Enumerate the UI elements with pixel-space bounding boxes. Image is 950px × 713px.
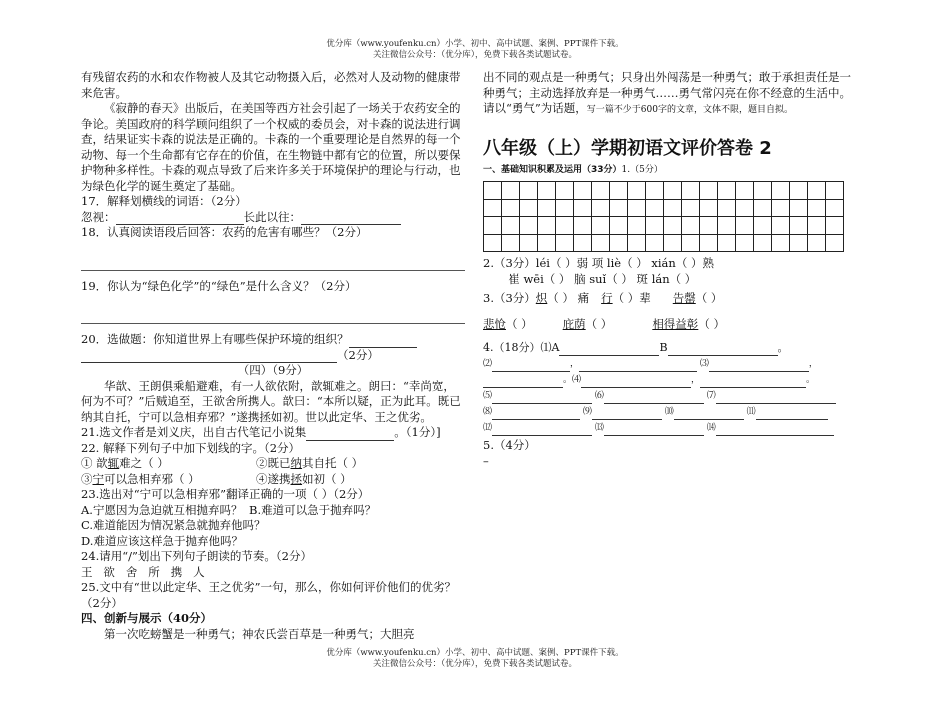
section-create-heading: 四、创新与展示（40分） — [81, 611, 213, 625]
grid-cell[interactable] — [664, 182, 682, 200]
q3-word-f: 相得益彰 — [652, 316, 699, 331]
question-5: 5.（4分） — [483, 438, 536, 452]
q22-4-post: 如初（ ） — [302, 471, 352, 486]
q22-2-post: 其自托（ ） — [302, 456, 364, 470]
q4-13-label: ⒀ — [594, 423, 604, 433]
grid-cell[interactable] — [808, 217, 826, 235]
grid-cell[interactable] — [556, 217, 574, 235]
grid-cell[interactable] — [718, 234, 736, 252]
grid-cell[interactable] — [682, 182, 700, 200]
grid-cell[interactable] — [520, 182, 538, 200]
q4-blank-14[interactable] — [716, 424, 834, 436]
q4-5-label: ⑸ — [483, 391, 493, 401]
question-20 — [81, 332, 465, 348]
grid-cell[interactable] — [682, 199, 700, 217]
grid-cell[interactable] — [790, 199, 808, 217]
q4-6-label: ⑹ — [594, 391, 604, 401]
grid-cell[interactable] — [574, 234, 592, 252]
grid-cell[interactable] — [700, 217, 718, 235]
question-23: 23.选出对“宁可以急相弃邪”翻译正确的一项（ ）（2分） — [81, 487, 370, 501]
q4-blank-2a[interactable] — [492, 360, 570, 372]
q4-label: 4.（18分）⑴A — [483, 341, 560, 354]
q4-4-label: ⑷ — [572, 375, 582, 385]
grid-cell[interactable] — [772, 217, 790, 235]
grid-cell[interactable] — [754, 234, 772, 252]
q22-item-3 — [81, 472, 256, 488]
q4-blank-7[interactable] — [716, 392, 836, 404]
grid-cell[interactable] — [502, 217, 520, 235]
grid-cell[interactable] — [610, 234, 628, 252]
grid-cell[interactable] — [592, 182, 610, 200]
grid-cell[interactable] — [682, 217, 700, 235]
grid-cell[interactable] — [826, 234, 844, 252]
grid-cell[interactable] — [628, 199, 646, 217]
q4-8-label: ⑻ — [483, 407, 493, 417]
grid-cell[interactable] — [538, 182, 556, 200]
q4-blank-4a[interactable] — [581, 376, 691, 388]
grid-cell[interactable] — [754, 182, 772, 200]
q4-2-label: ⑵ — [483, 359, 493, 369]
q23-option-d: D.难道应该这样急于抛弃他吗？ — [81, 533, 243, 548]
q4-blank-6[interactable] — [604, 392, 704, 404]
q24-sentence: 王欲舍所携人 — [81, 564, 216, 579]
essay-prompt-requirement: 写一篇不少于600字的文章，文体不限，题目自拟。 — [586, 105, 793, 115]
question-19: 19．你认为“绿色化学”的“绿色”是什么含义？（2分） — [81, 278, 357, 293]
q4-blank-5[interactable] — [492, 392, 592, 404]
q3-word-f-blank: （ ） — [698, 316, 725, 331]
q3-word-e: 庇荫 — [562, 316, 586, 331]
grid-cell[interactable] — [556, 182, 574, 200]
question-3-line-2 — [483, 317, 853, 333]
q17-answer-b[interactable] — [301, 212, 401, 225]
q22-2-pre: ②既已 — [256, 456, 291, 470]
q3-word-a: 炽 — [535, 291, 548, 305]
q4-12-label: ⑿ — [483, 423, 493, 433]
grid-cell[interactable] — [646, 199, 664, 217]
grid-cell[interactable] — [556, 199, 574, 217]
q4-blank-3[interactable] — [709, 360, 809, 372]
grid-cell[interactable] — [682, 234, 700, 252]
grid-cell[interactable] — [664, 199, 682, 217]
passage-p1: 有残留农药的水和农作物被人及其它动物摄入后，必然对人及动物的健康带来危害。 — [81, 70, 461, 100]
grid-cell[interactable] — [484, 217, 502, 235]
grid-cell[interactable] — [592, 217, 610, 235]
classical-passage: 华歆、王朗俱乘船避难，有一人欲依附，歆辄难之。朗曰：“幸尚宽，何为不可？”后贼追至，王欲舍所携人。歆曰：“本所以疑，正为此耳。既已纳其自托，宁可以急相弃邪？”遂携拯如初。世以此定华、王之优劣。 — [81, 378, 461, 424]
question-2-line-2: 崔 wēi（ ） 脑 suǐ（ ） 斑 lán（ ） — [508, 271, 697, 286]
essay-prompt-text: 出不同的观点是一种勇气；只身出外闯荡是一种勇气；敢于承担责任是一种勇气；主动选择放弃是一种勇气……勇气常闪亮在你不经意的生活中。请以“勇气”为话题， — [483, 70, 851, 115]
question-20-cont — [81, 348, 465, 364]
q3-word-d: 悲怆 — [483, 316, 506, 331]
question-17-answers — [81, 210, 465, 226]
q4-blank-13[interactable] — [604, 424, 704, 436]
q4-blank-a[interactable] — [559, 344, 659, 356]
essay-prompt-cont — [483, 70, 853, 119]
footer-line-2: 关注微信公众号：（优分库），免费下载各类试题试卷。 — [372, 659, 577, 669]
answer-sheet-title: 八年级（上）学期初语文评价答卷 2 — [483, 137, 772, 159]
grid-cell[interactable] — [772, 182, 790, 200]
grid-cell[interactable] — [772, 199, 790, 217]
q3-word-d-blank: （ ） — [506, 316, 533, 331]
q4-blank-8[interactable] — [492, 408, 580, 420]
grid-cell[interactable] — [484, 199, 502, 217]
q4-blank-11[interactable] — [756, 408, 828, 420]
q21-answer[interactable] — [306, 428, 394, 441]
grid-cell[interactable] — [538, 234, 556, 252]
q20-answer-b[interactable] — [81, 350, 337, 363]
grid-row — [484, 199, 844, 217]
grid-cell[interactable] — [502, 199, 520, 217]
grid-cell[interactable] — [826, 199, 844, 217]
q3-word-e-blank: （ ） — [585, 316, 613, 331]
grid-cell[interactable] — [610, 182, 628, 200]
q22-2-char: 纳 — [290, 456, 302, 470]
grid-cell[interactable] — [538, 217, 556, 235]
q1-writing-grid[interactable] — [483, 181, 844, 252]
grid-cell[interactable] — [754, 199, 772, 217]
q22-3-pre: ③ — [81, 471, 93, 486]
grid-cell[interactable] — [826, 217, 844, 235]
q22-3-post: 可以急相弃邪（ ） — [104, 471, 200, 486]
question-18: 18．认真阅读语段后回答：农药的危害有哪些？（2分） — [81, 225, 368, 239]
grid-cell[interactable] — [718, 182, 736, 200]
grid-cell[interactable] — [628, 182, 646, 200]
q22-1-char: 辄 — [107, 456, 120, 470]
q3-word-c: 告罄 — [672, 291, 696, 305]
grid-cell[interactable] — [574, 217, 592, 235]
q22-item-1 — [81, 456, 256, 472]
q4-line-4 — [483, 388, 853, 404]
q3-label: 3.（3分） — [483, 291, 536, 305]
grid-cell[interactable] — [772, 234, 790, 252]
grid-cell[interactable] — [790, 182, 808, 200]
page-footer — [0, 648, 950, 670]
q4-blank-b[interactable] — [668, 344, 778, 356]
q22-row-1 — [81, 456, 465, 472]
q4-blank-9[interactable] — [592, 408, 662, 420]
grid-cell[interactable] — [790, 234, 808, 252]
q23-row-ab — [81, 503, 465, 519]
q21-end: 。（1分）] — [394, 425, 441, 439]
grid-cell[interactable] — [628, 217, 646, 235]
grid-cell[interactable] — [646, 234, 664, 252]
q22-3-char: 宁 — [92, 471, 104, 486]
q22-4-char: 拯 — [290, 471, 302, 486]
grid-cell[interactable] — [664, 234, 682, 252]
grid-cell[interactable] — [736, 182, 754, 200]
q3-word-a-blank: （ ） 痛 — [547, 291, 590, 305]
q3-word-b: 行 — [601, 291, 613, 305]
q17-word-b: 长此以往： — [243, 209, 301, 224]
q5-dash: – — [483, 453, 489, 468]
grid-cell[interactable] — [502, 234, 520, 252]
grid-cell[interactable] — [754, 217, 772, 235]
question-24: 24.请用“/”划出下列句子朗读的节奏。（2分） — [81, 549, 312, 563]
q4-blank-12[interactable] — [492, 424, 592, 436]
grid-cell[interactable] — [700, 199, 718, 217]
grid-cell[interactable] — [700, 234, 718, 252]
grid-cell[interactable] — [808, 199, 826, 217]
grid-cell[interactable] — [664, 217, 682, 235]
right-column — [483, 70, 853, 469]
grid-row — [484, 234, 844, 252]
grid-cell[interactable] — [736, 199, 754, 217]
q20-answer-a[interactable] — [349, 335, 417, 348]
q4-3-label: ⑶ — [699, 359, 709, 369]
q22-item-4 — [256, 472, 352, 486]
q22-row-2 — [81, 472, 465, 488]
q21-text: 21.选文作者是刘义庆，出自古代笔记小说集 — [81, 425, 307, 439]
q4-blank-4b[interactable] — [700, 376, 806, 388]
grid-cell[interactable] — [736, 217, 754, 235]
grid-cell[interactable] — [574, 199, 592, 217]
q1-label: 1.（5分） — [621, 164, 663, 175]
q20-score: （2分） — [337, 347, 379, 362]
grid-row — [484, 217, 844, 235]
q3-word-c-blank: （ ） — [695, 291, 723, 305]
q4-blank-3b[interactable] — [483, 376, 563, 388]
grid-cell[interactable] — [808, 182, 826, 200]
grid-cell[interactable] — [628, 234, 646, 252]
q4-blank-10[interactable] — [674, 408, 744, 420]
grid-cell[interactable] — [538, 199, 556, 217]
grid-cell[interactable] — [610, 217, 628, 235]
q20-text: 20．选做题：你知道世界上有哪些保护环境的组织？ — [81, 332, 349, 346]
q18-answer-line[interactable] — [81, 255, 465, 271]
grid-cell[interactable] — [646, 182, 664, 200]
q22-1-post: 难之（ ） — [119, 456, 169, 470]
grid-row — [484, 182, 844, 200]
grid-cell[interactable] — [610, 199, 628, 217]
q23-option-c: C.难道能因为情况紧急就抛弃他吗？ — [81, 518, 266, 532]
question-4-block — [483, 340, 853, 436]
grid-cell[interactable] — [790, 217, 808, 235]
q22-item-2 — [256, 456, 363, 470]
q23-option-a: A.宁愿因为急迫就互相抛弃吗？ — [81, 502, 243, 517]
grid-cell[interactable] — [484, 182, 502, 200]
grid-cell[interactable] — [520, 199, 538, 217]
grid-cell[interactable] — [592, 234, 610, 252]
left-column — [81, 70, 465, 642]
grid-cell[interactable] — [592, 199, 610, 217]
q17-word-a: 忽视： — [81, 209, 116, 224]
q23-option-b: B.难道可以急于抛弃吗？ — [249, 502, 377, 517]
q3-word-b-blank: （ ）辈 — [612, 291, 651, 305]
footer-line-1: 优分库（www.youfenku.cn）小学、初中、高中试题、案例、PPT课件下载。 — [326, 648, 624, 658]
passage-p2: 《寂静的春天》出版后，在美国等西方社会引起了一场关于农药安全的争论。美国政府的科学顾问组织了一个权威的委员会，对卡森的说法进行调查，结果证实卡森的说法是正确的。卡森的一个重要理论是自然界的每一个动物、每一个生命都有它存在的价值，在生物链中都有它的位置，所以要保护物种多样性。卡森的观点导致了后来许多关于环境保护的理论与行动，也为绿色化学的诞生奠定了基础。 — [81, 101, 461, 193]
grid-cell[interactable] — [646, 217, 664, 235]
q4-line-2: ⑵ ， ⑶ ， — [483, 356, 853, 372]
q4-blank-2b[interactable] — [579, 360, 697, 372]
question-17: 17．解释划横线的词语：（2分） — [81, 194, 247, 208]
essay-prompt-start: 第一次吃螃蟹是一种勇气；神农氏尝百草是一种勇气；大胆亮 — [104, 626, 415, 641]
grid-cell[interactable] — [484, 234, 502, 252]
q19-answer-line[interactable] — [81, 308, 465, 324]
section-1-label: 一、基础知识积累及运用（33分） — [483, 164, 622, 175]
page-header — [0, 39, 950, 61]
question-21 — [81, 425, 465, 441]
section-4-heading: （四）（9分） — [237, 363, 309, 377]
grid-cell[interactable] — [808, 234, 826, 252]
q22-4-pre: ④遂携 — [256, 471, 291, 486]
header-line-1: 优分库（www.youfenku.cn）小学、初中、高中试题、案例、PPT课件下载。 — [326, 39, 624, 49]
grid-cell[interactable] — [520, 234, 538, 252]
q4-line-5 — [483, 404, 853, 420]
q22-1-pre: ① 歆 — [81, 456, 108, 470]
q4-line-6 — [483, 420, 853, 436]
q17-answer-a[interactable] — [116, 212, 244, 225]
q4-line-1 — [483, 340, 853, 356]
header-line-2: 关注微信公众号：（优分库），免费下载各类试题试卷。 — [372, 50, 577, 60]
question-25: 25.文中有“世以此定华、王之优劣”一句，那么，你如何评价他们的优劣？（2分） — [81, 580, 457, 610]
question-3-line-1 — [483, 291, 853, 307]
grid-cell[interactable] — [700, 182, 718, 200]
q4-14-label: ⒁ — [706, 423, 716, 433]
q4-9-label: ⑼ — [582, 407, 592, 417]
grid-cell[interactable] — [826, 182, 844, 200]
grid-cell[interactable] — [718, 199, 736, 217]
q4-line-3: 。⑷ ， 。 — [483, 372, 853, 388]
grid-cell[interactable] — [718, 217, 736, 235]
question-2-line-1: 2.（3分）léi（ ）弱 项 liè（ ） xián（ ）熟 — [483, 256, 714, 270]
question-22: 22. 解释下列句子中加下划线的字。（2分） — [81, 440, 301, 455]
grid-cell[interactable] — [520, 217, 538, 235]
q4-11-label: ⑾ — [746, 407, 756, 417]
grid-cell[interactable] — [556, 234, 574, 252]
q4-b-label: B — [659, 341, 668, 354]
grid-cell[interactable] — [736, 234, 754, 252]
section-1-heading — [483, 161, 853, 179]
q4-10-label: ⑽ — [664, 407, 674, 417]
grid-cell[interactable] — [574, 182, 592, 200]
q4-end: 。 — [777, 341, 789, 354]
q4-7-label: ⑺ — [706, 391, 716, 401]
grid-cell[interactable] — [502, 182, 520, 200]
